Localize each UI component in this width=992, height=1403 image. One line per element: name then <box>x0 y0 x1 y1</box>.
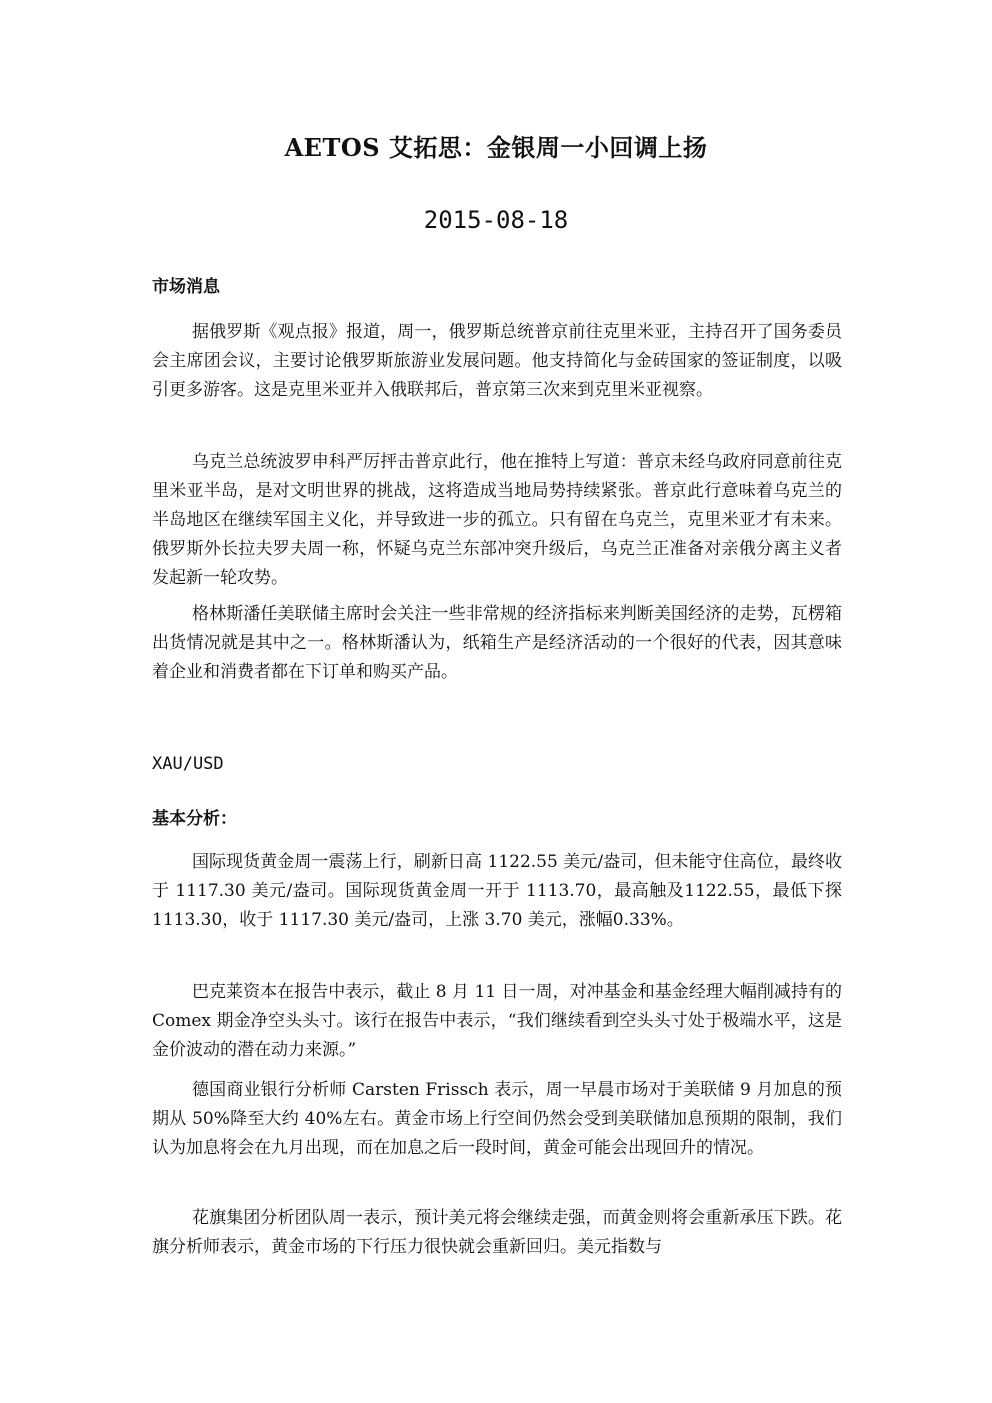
section-heading-market-news: 市场消息 <box>152 277 220 297</box>
paragraph-xau-1: 国际现货黄金周一震荡上行，刷新日高 1122.55 美元/盎司，但未能守住高位，最终收于 1117.30 美元/盎司。国际现货黄金周一开于 1113.70，最高触及1122.55，最低下探 1113.30，收于 1117.30 美元/盎司，上涨 3.70 美元，涨幅0.33%。 <box>152 852 842 930</box>
paragraph-market-3: 格林斯潘任美联储主席时会关注一些非常规的经济指标来判断美国经济的走势，瓦楞箱出货情况就是其中之一。格林斯潘认为，纸箱生产是经济活动的一个很好的代表，因其意味着企业和消费者都在下订单和购买产品。 <box>152 604 842 682</box>
paragraph-xau-2: 巴克莱资本在报告中表示，截止 8 月 11 日一周，对冲基金和基金经理大幅削减持有的 Comex 期金净空头头寸。该行在报告中表示，“我们继续看到空头头寸处于极端水平，这是金价波动的潜在动力来源。” <box>152 982 842 1060</box>
section-symbol-xauusd: XAU/USD <box>152 754 224 774</box>
document-date: 2015-08-18 <box>423 206 569 234</box>
paragraph-xau-3: 德国商业银行分析师 Carsten Frissch 表示，周一早晨市场对于美联储 9 月加息的预期从 50%降至大约 40%左右。黄金市场上行空间仍然会受到美联储加息预期的限制，我们认为加息将会在九月出现，而在加息之后一段时间，黄金可能会出现回升的情况。 <box>152 1080 842 1158</box>
paragraph-market-2: 乌克兰总统波罗申科严厉抨击普京此行，他在推特上写道：普京未经乌政府同意前往克里米亚半岛，是对文明世界的挑战，这将造成当地局势持续紧张。普京此行意味着乌克兰的半岛地区在继续军国主义化，并导致进一步的孤立。只有留在乌克兰，克里米亚才有未来。俄罗斯外长拉夫罗夫周一称，怀疑乌克兰东部冲突升级后，乌克兰正准备对亲俄分离主义者发起新一轮攻势。 <box>152 452 842 588</box>
paragraph-market-1: 据俄罗斯《观点报》报道，周一，俄罗斯总统普京前往克里米亚，主持召开了国务委员会主席团会议，主要讨论俄罗斯旅游业发展问题。他支持简化与金砖国家的签证制度，以吸引更多游客。这是克里米亚并入俄联邦后，普京第三次来到克里米亚视察。 <box>152 322 842 400</box>
paragraph-xau-4: 花旗集团分析团队周一表示，预计美元将会继续走强，而黄金则将会重新承压下跌。花旗分析师表示，黄金市场的下行压力很快就会重新回归。美元指数与 <box>152 1208 842 1257</box>
section-heading-fundamental-analysis: 基本分析： <box>152 809 237 829</box>
document-title: AETOS 艾拓思：金银周一小回调上扬 <box>284 133 708 162</box>
